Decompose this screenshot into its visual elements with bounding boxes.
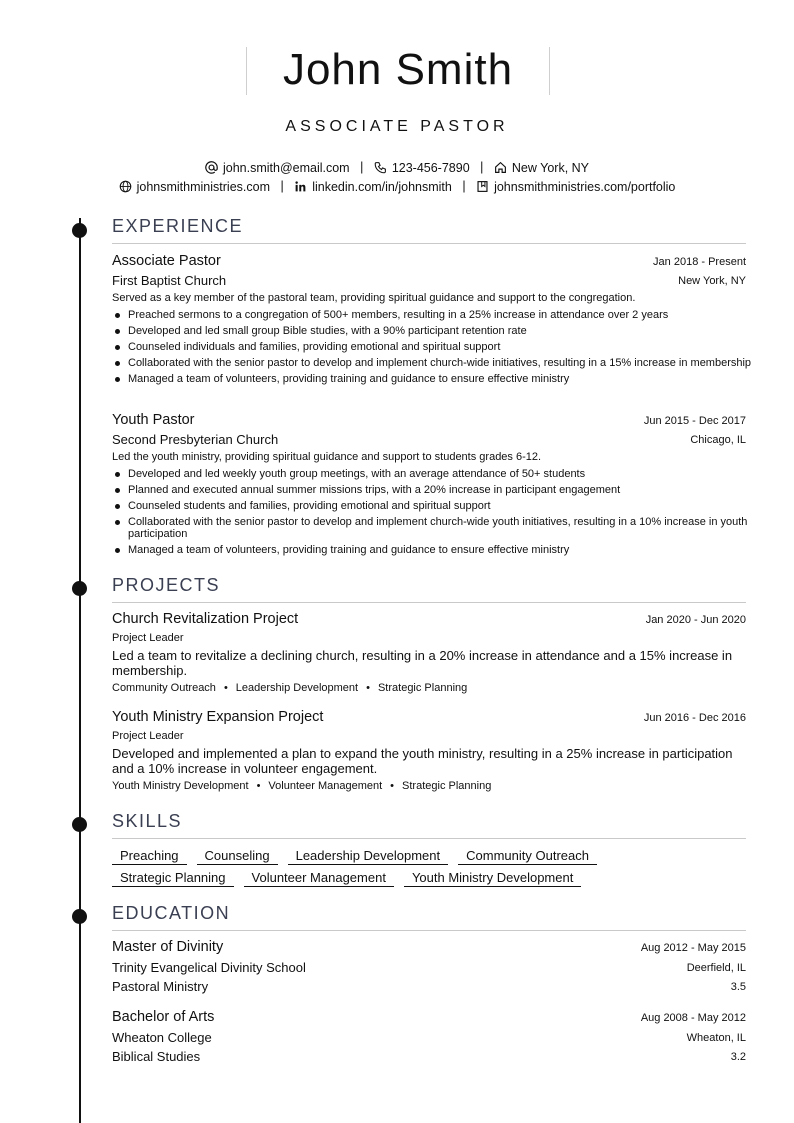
location-text: New York, NY xyxy=(511,160,590,175)
project-tags xyxy=(112,682,746,694)
school-location: Deerfield, IL xyxy=(686,962,746,974)
job-location: New York, NY xyxy=(678,275,746,287)
separator: | xyxy=(360,160,364,174)
skill-tag: Preaching xyxy=(112,848,187,865)
skill-tag: Counseling xyxy=(197,848,278,865)
home-icon xyxy=(494,161,507,174)
contact-line-2 xyxy=(0,179,794,194)
website-text: johnsmithministries.com xyxy=(136,179,270,194)
job-title: Youth Pastor xyxy=(112,412,195,428)
education-1-field-row xyxy=(112,979,746,997)
employer: First Baptist Church xyxy=(112,273,227,288)
skill-tag: Community Outreach xyxy=(458,848,597,865)
bullet: Counseled students and families, providing emotional and spiritual support xyxy=(112,500,752,512)
project-tag: Volunteer Management xyxy=(268,780,383,792)
project-tag: Strategic Planning xyxy=(402,780,492,792)
project-tag: Strategic Planning xyxy=(377,682,468,694)
school: Wheaton College xyxy=(112,1030,212,1045)
tag-separator: • xyxy=(390,780,395,792)
education-2-field-row xyxy=(112,1049,746,1067)
project-tag: Leadership Development xyxy=(235,682,359,694)
experience-2-org xyxy=(112,432,746,450)
field-of-study: Pastoral Ministry xyxy=(112,979,209,994)
contact-line-1 xyxy=(0,160,794,175)
project-description: Led a team to revitalize a declining church, resulting in a 20% increase in attendance and a 15% increase in membership. xyxy=(112,648,733,678)
bullet: Planned and executed annual summer missions trips, with a 20% increase in participant engagement xyxy=(112,484,752,496)
project-tag: Community Outreach xyxy=(112,682,216,694)
tag-separator: • xyxy=(256,780,261,792)
job-dates: Jan 2018 - Present xyxy=(653,256,746,268)
portfolio-contact[interactable] xyxy=(476,180,675,194)
field-of-study: Biblical Studies xyxy=(112,1049,201,1064)
skills-list xyxy=(112,847,752,891)
location-contact xyxy=(494,161,589,175)
gpa: 3.2 xyxy=(730,1051,746,1063)
degree: Master of Divinity xyxy=(112,939,224,955)
email-text: john.smith@email.com xyxy=(222,160,350,175)
bullet: Preached sermons to a congregation of 500+ members, resulting in a 25% increase in attendance over 2 years xyxy=(112,309,752,321)
project-name: Church Revitalization Project xyxy=(112,611,299,627)
tag-separator: • xyxy=(223,682,228,694)
project-2-header xyxy=(112,709,746,729)
bullet: Developed and led weekly youth group meetings, with an average attendance of 50+ students xyxy=(112,468,752,480)
skill-tag: Youth Ministry Development xyxy=(404,870,581,887)
separator: | xyxy=(280,179,284,193)
school-location: Wheaton, IL xyxy=(686,1032,746,1044)
timeline-dot-projects xyxy=(72,581,87,596)
project-name: Youth Ministry Expansion Project xyxy=(112,709,324,725)
at-icon xyxy=(205,161,218,174)
separator: | xyxy=(480,160,484,174)
name-frame xyxy=(246,47,550,95)
timeline-line xyxy=(79,218,81,1123)
bullet: Managed a team of volunteers, providing training and guidance to ensure effective ministry xyxy=(112,373,752,385)
linkedin-icon xyxy=(294,180,307,193)
experience-1-bullets xyxy=(112,309,752,389)
separator: | xyxy=(462,179,466,193)
job-location: Chicago, IL xyxy=(690,434,746,446)
timeline-dot-skills xyxy=(72,817,87,832)
project-dates: Jan 2020 - Jun 2020 xyxy=(645,614,746,626)
timeline-dot-education xyxy=(72,909,87,924)
phone-text: 123-456-7890 xyxy=(391,160,470,175)
education-dates: Aug 2008 - May 2012 xyxy=(640,1012,746,1024)
project-1-header xyxy=(112,611,746,631)
experience-1-org xyxy=(112,273,746,291)
job-summary: Led the youth ministry, providing spiritual guidance and support to students grades 6-12. xyxy=(112,451,542,463)
degree: Bachelor of Arts xyxy=(112,1009,215,1025)
linkedin-contact[interactable] xyxy=(294,180,452,194)
experience-2-bullets xyxy=(112,468,752,560)
bullet: Developed and led small group Bible studies, with a 90% participant retention rate xyxy=(112,325,752,337)
section-title-education: EDUCATION xyxy=(112,903,746,931)
bookmark-icon xyxy=(476,180,489,193)
education-2-school-row xyxy=(112,1030,746,1048)
skill-tag: Strategic Planning xyxy=(112,870,234,887)
employer: Second Presbyterian Church xyxy=(112,432,279,447)
project-tag: Youth Ministry Development xyxy=(112,780,249,792)
bullet: Managed a team of volunteers, providing training and guidance to ensure effective ministry xyxy=(112,544,752,556)
website-contact[interactable] xyxy=(119,180,270,194)
job-dates: Jun 2015 - Dec 2017 xyxy=(643,415,746,427)
job-summary: Served as a key member of the pastoral team, providing spiritual guidance and support to the congregation. xyxy=(112,292,636,304)
experience-2-header xyxy=(112,412,746,432)
education-1-header xyxy=(112,939,746,959)
email-contact[interactable] xyxy=(205,161,350,175)
project-role: Project Leader xyxy=(112,730,184,742)
skill-tag: Leadership Development xyxy=(288,848,449,865)
timeline-dot-experience xyxy=(72,223,87,238)
section-title-projects: PROJECTS xyxy=(112,575,746,603)
school: Trinity Evangelical Divinity School xyxy=(112,960,306,975)
project-dates: Jun 2016 - Dec 2016 xyxy=(643,712,746,724)
project-description: Developed and implemented a plan to expand the youth ministry, resulting in a 25% increase in participation and a 10% increase in volunteer engagement. xyxy=(112,746,733,776)
education-2-header xyxy=(112,1009,746,1029)
bullet: Collaborated with the senior pastor to develop and implement church-wide youth initiatives, resulting in a 10% increase in youth participation xyxy=(112,516,752,540)
tag-separator: • xyxy=(366,682,370,694)
job-title: Associate Pastor xyxy=(112,253,221,269)
linkedin-text: linkedin.com/in/johnsmith xyxy=(312,179,452,194)
skill-tag: Volunteer Management xyxy=(244,870,394,887)
bullet: Counseled individuals and families, providing emotional and spiritual support xyxy=(112,341,752,353)
project-role: Project Leader xyxy=(112,632,184,644)
job-title-headline: ASSOCIATE PASTOR xyxy=(285,118,509,135)
bullet: Collaborated with the senior pastor to develop and implement church-wide initiatives, resulting in a 15% increase in membership xyxy=(112,357,752,369)
section-title-skills: SKILLS xyxy=(112,811,746,839)
project-tags xyxy=(112,780,746,792)
experience-1-header xyxy=(112,253,746,273)
globe-icon xyxy=(119,180,132,193)
section-title-experience: EXPERIENCE xyxy=(112,216,746,244)
education-1-school-row xyxy=(112,960,746,978)
phone-contact[interactable] xyxy=(374,161,470,175)
gpa: 3.5 xyxy=(730,981,746,993)
phone-icon xyxy=(374,161,387,174)
portfolio-text: johnsmithministries.com/portfolio xyxy=(494,179,676,194)
candidate-name: John Smith xyxy=(282,45,514,94)
education-dates: Aug 2012 - May 2015 xyxy=(640,942,746,954)
